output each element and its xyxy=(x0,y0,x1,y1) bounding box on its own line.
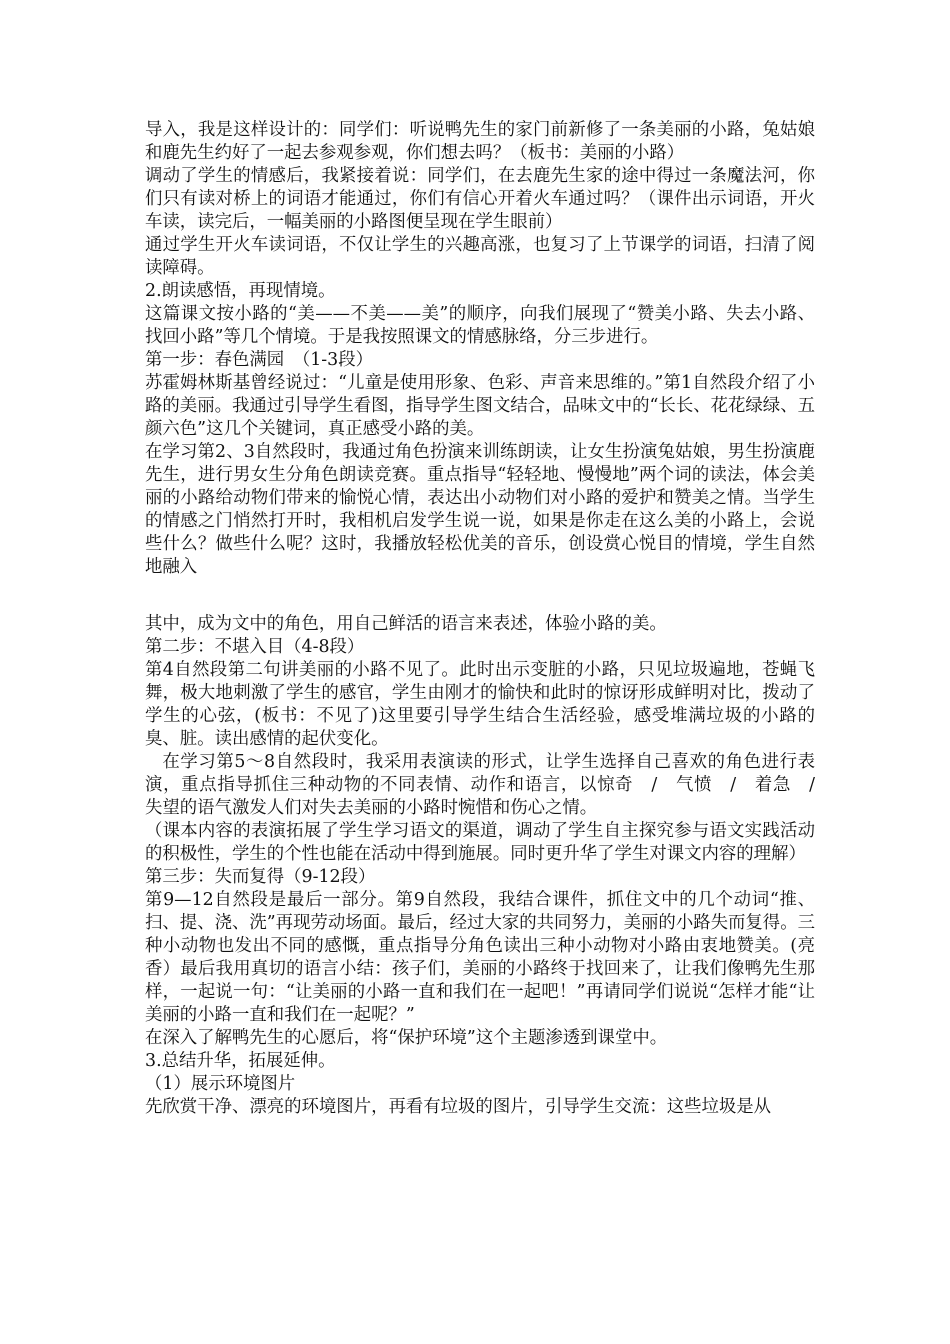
page-break-gap xyxy=(145,579,815,613)
section-heading-3: 3.总结升华，拓展延伸。 xyxy=(145,1051,336,1071)
paragraph-train-reading: 通过学生开火车读词语，不仅让学生的兴趣高涨，也复习了上节课学的词语，扫清了阅读障碍。 xyxy=(145,235,815,278)
subheading-1: （1）展示环境图片 xyxy=(145,1074,296,1094)
paragraph-environment: 在深入了解鸭先生的心愿后，将“保护环境”这个主题渗透到课堂中。 xyxy=(145,1028,668,1048)
paragraph-continuation: 其中，成为文中的角色，用自己鲜活的语言来表述，体验小路的美。 xyxy=(145,614,667,634)
document-body xyxy=(145,119,850,1119)
paragraph-step2-note: （课本内容的表演拓展了学生学习语文的渠道，调动了学生自主探究参与语文实践活动的积极性，学生的个性也能在活动中得到施展。同时更升华了学生对课文内容的理解） xyxy=(145,821,815,864)
paragraph-intro: 导入，我是这样设计的：同学们：听说鸭先生的家门前新修了一条美丽的小路，兔姑娘和鹿先生约好了一起去参观参观，你们想去吗？（板书：美丽的小路） xyxy=(145,120,815,163)
paragraph-step2-b: 在学习第5～8自然段时，我采用表演读的形式，让学生选择自己喜欢的角色进行表演，重点指导抓住三种动物的不同表情、动作和语言，以惊奇 / 气愤 / 着急 / 失望的语气激发人们对失去美丽的小路时惋惜和伤心之情。 xyxy=(145,752,833,818)
paragraph-magic-river: 调动了学生的情感后，我紧接着说：同学们，在去鹿先生家的途中得过一条魔法河，你们只有读对桥上的词语才能通过，你们有信心开着火车通过吗？（课件出示词语，开火车读，读完后，一幅美丽的小路图便呈现在学生眼前） xyxy=(145,166,815,232)
step-heading-3: 第三步：失而复得（9-12段） xyxy=(145,867,376,887)
paragraph-step1-a: 苏霍姆林斯基曾经说过：“儿童是使用形象、色彩、声音来思维的。”第1自然段介绍了小路的美丽。我通过引导学生看图，指导学生图文结合，品味文中的“长长、花花绿绿、五颜六色”这几个关键词，真正感受小路的美。 xyxy=(145,373,815,439)
step-heading-2: 第二步：不堪入目（4-8段） xyxy=(145,637,365,657)
section-heading-2: 2.朗读感悟，再现情境。 xyxy=(145,281,336,301)
paragraph-step2-a: 第4自然段第二句讲美丽的小路不见了。此时出示变脏的小路，只见垃圾遍地，苍蝇飞舞，极大地刺激了学生的感官，学生由刚才的愉快和此时的惊讶形成鲜明对比，拨动了学生的心弦，(板书：不见了)这里要引导学生结合生活经验，感受堆满垃圾的小路的臭、脏。读出感情的起伏变化。 xyxy=(145,660,815,749)
paragraph-images: 先欣赏干净、漂亮的环境图片，再看有垃圾的图片，引导学生交流：这些垃圾是从 xyxy=(145,1097,772,1117)
paragraph-lesson-order: 这篇课文按小路的“美——不美——美”的顺序，向我们展现了“赞美小路、失去小路、找回小路”等几个情境。于是我按照课文的情感脉络，分三步进行。 xyxy=(145,304,815,347)
paragraph-step1-b: 在学习第2、3自然段时，我通过角色扮演来训练朗读，让女生扮演兔姑娘，男生扮演鹿先生，进行男女生分角色朗读竞赛。重点指导“轻轻地、慢慢地”两个词的读法，体会美丽的小路给动物们带来的愉悦心情，表达出小动物们对小路的爱护和赞美之情。当学生的情感之门悄然打开时，我相机启发学生说一说，如果是你走在这么美的小路上，会说些什么？做些什么呢？这时，我播放轻松优美的音乐，创设赏心悦目的情境，学生自然地融入 xyxy=(145,442,815,577)
paragraph-step3: 第9—12自然段是最后一部分。第9自然段，我结合课件，抓住文中的几个动词“推、扫、提、浇、洗”再现劳动场面。最后，经过大家的共同努力，美丽的小路失而复得。三种小动物也发出不同的感慨，重点指导分角色读出三种小动物对小路由衷地赞美。(亮 香）最后我用真切的语言小结：孩子们，美丽的小路终于找回来了，让我们像鸭先生那样，一起说一句：“让美丽的小路一直和我们在一起吧！”再请同学们说说“怎样才能“让美丽的小路一直和我们在一起呢？” xyxy=(145,890,850,1025)
step-heading-1: 第一步：春色满园 （1-3段） xyxy=(145,350,373,370)
